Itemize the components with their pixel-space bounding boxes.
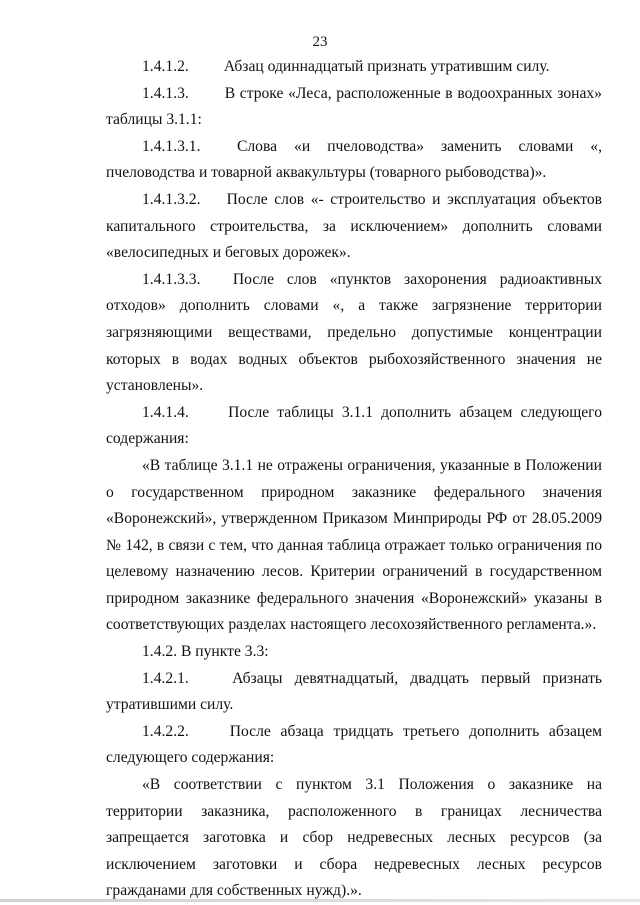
paragraph-text: Абзацы девятнадцатый, двадцать первый признать утратившими силу. xyxy=(106,669,602,714)
document-body xyxy=(106,54,602,905)
paragraph-text: Слова «и пчеловодства» заменить словами «, пчеловодства и товарной аквакультуры (товарного рыбоводства)». xyxy=(106,137,602,182)
paragraph-text: После таблицы 3.1.1 дополнить абзацем следующего содержания: xyxy=(106,403,602,448)
paragraph-text: Абзац одиннадцатый признать утратившим силу. xyxy=(223,58,550,75)
clause-number: 1.4.2.1. xyxy=(142,669,189,687)
page-number: 23 xyxy=(312,34,328,50)
paragraph-1-4-2-2 xyxy=(106,719,602,772)
paragraph-text: После абзаца тридцать третьего дополнить абзацем следующего содержания: xyxy=(106,722,602,767)
clause-number: 1.4.2.2. xyxy=(142,722,189,740)
paragraph-text: После слов «пунктов захоронения радиоактивных отходов» дополнить словами «, а также загрязнение территории загрязняющими веществами, предельно допустимые концентрации которых в водах водных объектов рыбохозяйственного значения не установлены». xyxy=(106,270,602,395)
clause-number: 1.4.1.3.2. xyxy=(142,190,201,208)
paragraph-text: 1.4.2. В пункте 3.3: xyxy=(142,643,269,661)
paragraph-1-4-1-3 xyxy=(106,81,602,134)
quoted-paragraph-table-note xyxy=(106,453,602,639)
clause-number: 1.4.1.4. xyxy=(142,403,189,421)
paragraph-1-4-2-1 xyxy=(106,666,602,719)
paragraph-text: После слов «- строительство и эксплуатация объектов капитального строительства, за исключением» дополнить словами «велосипедных и беговых дорожек». xyxy=(106,190,602,262)
paragraph-text: В строке «Леса, расположенные в водоохранных зонах» таблицы 3.1.1: xyxy=(106,84,602,129)
clause-number: 1.4.1.3.3. xyxy=(142,270,201,288)
paragraph-text: «В соответствии с пунктом 3.1 Положения о заказнике на территории заказника, расположенного в границах лесничества запрещается заготовка и сбор недревесных лесных ресурсов (за исключением заготовки и сбора недревесных лесных ресурсов гражданами для собственных нужд).». xyxy=(106,776,602,900)
quoted-paragraph-reserve-rule xyxy=(106,772,602,905)
paragraph-1-4-1-3-2 xyxy=(106,187,602,267)
paragraph-1-4-1-3-3 xyxy=(106,267,602,400)
paragraph-1-4-1-4 xyxy=(106,400,602,453)
clause-number: 1.4.1.2. xyxy=(142,58,189,75)
paragraph-1-4-2 xyxy=(106,639,602,666)
paragraph-text: «В таблице 3.1.1 не отражены ограничения, указанные в Положении о государственном природном заказнике федерального значения «Воронежский», утвержденном Приказом Минприроды РФ от 28.05.2009 № 142, в связи с тем, что данная таблица отражает только ограничения по целевому назначению лесов. Критерии ограничений в государственном природном заказнике федерального значения «Воронежский» указаны в соответствующих разделах настоящего лесохозяйственного регламента.». xyxy=(106,456,602,634)
paragraph-1-4-1-3-1 xyxy=(106,134,602,187)
clause-number: 1.4.1.3.1. xyxy=(142,137,201,155)
paragraph-1-4-1-2 xyxy=(106,54,602,81)
clause-number: 1.4.1.3. xyxy=(142,84,189,102)
